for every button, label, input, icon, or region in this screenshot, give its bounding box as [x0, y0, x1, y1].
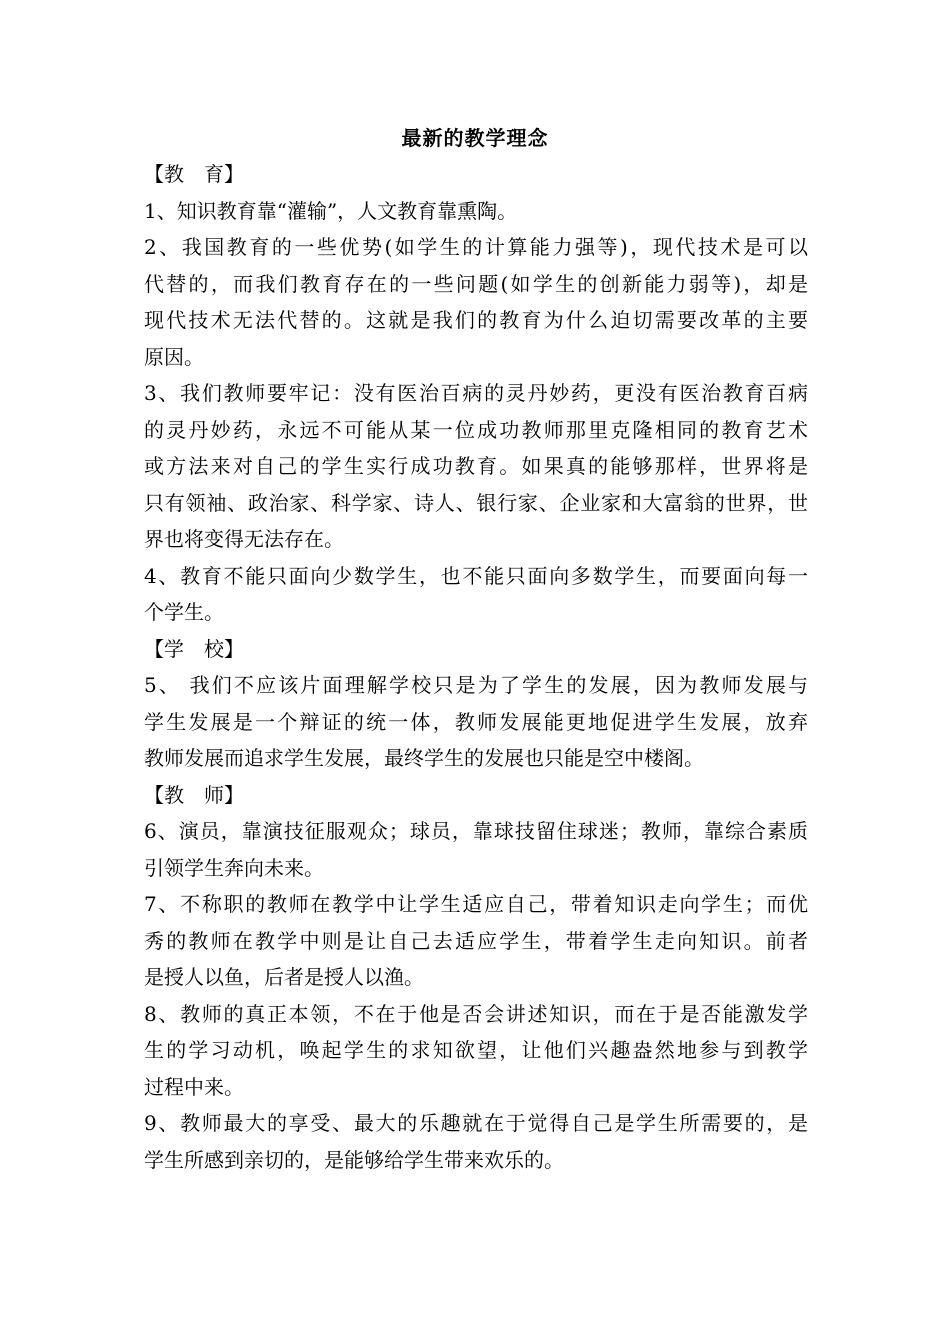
paragraph-line: 现代技术无法代替的。这就是我们的教育为什么迫切需要改革的主要	[144, 308, 808, 332]
paragraph-line: 4、教育不能只面向少数学生，也不能只面向多数学生，而要面向每一	[144, 563, 808, 588]
paragraph-line: 秀的教师在教学中则是让自己去适应学生，带着学生走向知识。前者	[144, 928, 808, 953]
paragraph-line: 或方法来对自己的学生实行成功教育。如果真的能够那样，世界将是	[144, 454, 808, 478]
paragraph-line: 的灵丹妙药，永远不可能从某一位成功教师那里克隆相同的教育艺术	[144, 417, 808, 442]
numbered-paragraph	[144, 558, 808, 631]
paragraph-line: 个学生。	[144, 600, 224, 624]
section-heading-text: 【学 校】	[144, 636, 244, 661]
numbered-paragraph	[144, 193, 808, 230]
paragraph-line: 生的学习动机，唤起学生的求知欲望，让他们兴趣盎然地参与到教学	[144, 1038, 808, 1062]
section-heading	[144, 156, 808, 193]
paragraph-line: 9、教师最大的享受、最大的乐趣就在于觉得自己是学生所需要的，是	[144, 1111, 808, 1135]
numbered-paragraph	[144, 375, 808, 558]
paragraph-line: 界也将变得无法存在。	[144, 527, 344, 551]
paragraph-line: 过程中来。	[144, 1074, 244, 1099]
paragraph-line: 5、 我们不应该片面理解学校只是为了学生的发展，因为教师发展与	[144, 673, 808, 697]
paragraph-line: 代替的，而我们教育存在的一些问题(如学生的创新能力弱等)，却是	[144, 271, 808, 296]
document-body	[144, 156, 808, 1178]
numbered-paragraph	[144, 1105, 808, 1178]
numbered-paragraph	[144, 996, 808, 1106]
section-heading	[144, 631, 808, 668]
paragraph-line: 学生所感到亲切的，是能够给学生带来欢乐的。	[144, 1147, 564, 1172]
paragraph-line: 2、我国教育的一些优势(如学生的计算能力强等)，现代技术是可以	[144, 235, 808, 259]
section-heading	[144, 777, 808, 814]
paragraph-line: 1、知识教育靠“灌输”，人文教育靠熏陶。	[144, 198, 518, 223]
paragraph-line: 6、演员，靠演技征服观众；球员，靠球技留住球迷；教师，靠综合素质	[144, 819, 808, 843]
numbered-paragraph	[144, 667, 808, 777]
paragraph-line: 3、我们教师要牢记：没有医治百病的灵丹妙药，更没有医治教育百病	[144, 381, 808, 405]
paragraph-line: 7、不称职的教师在教学中让学生适应自己，带着知识走向学生；而优	[144, 892, 808, 916]
numbered-paragraph	[144, 813, 808, 886]
paragraph-line: 教师发展而追求学生发展，最终学生的发展也只能是空中楼阁。	[144, 746, 704, 770]
section-heading-text: 【教 师】	[144, 782, 244, 807]
paragraph-line: 是授人以鱼，后者是授人以渔。	[144, 965, 424, 989]
paragraph-line: 只有领袖、政治家、科学家、诗人、银行家、企业家和大富翁的世界，世	[144, 490, 808, 515]
section-heading-text: 【教 育】	[144, 162, 244, 186]
paragraph-line: 学生发展是一个辩证的统一体，教师发展能更地促进学生发展，放弃	[144, 709, 808, 734]
paragraph-line: 8、教师的真正本领，不在于他是否会讲述知识，而在于是否能激发学	[144, 1001, 808, 1026]
document-title: 最新的教学理念	[401, 126, 549, 150]
paragraph-line: 原因。	[144, 344, 204, 369]
numbered-paragraph	[144, 886, 808, 996]
paragraph-line: 引领学生奔向未来。	[144, 855, 324, 880]
numbered-paragraph	[144, 229, 808, 375]
